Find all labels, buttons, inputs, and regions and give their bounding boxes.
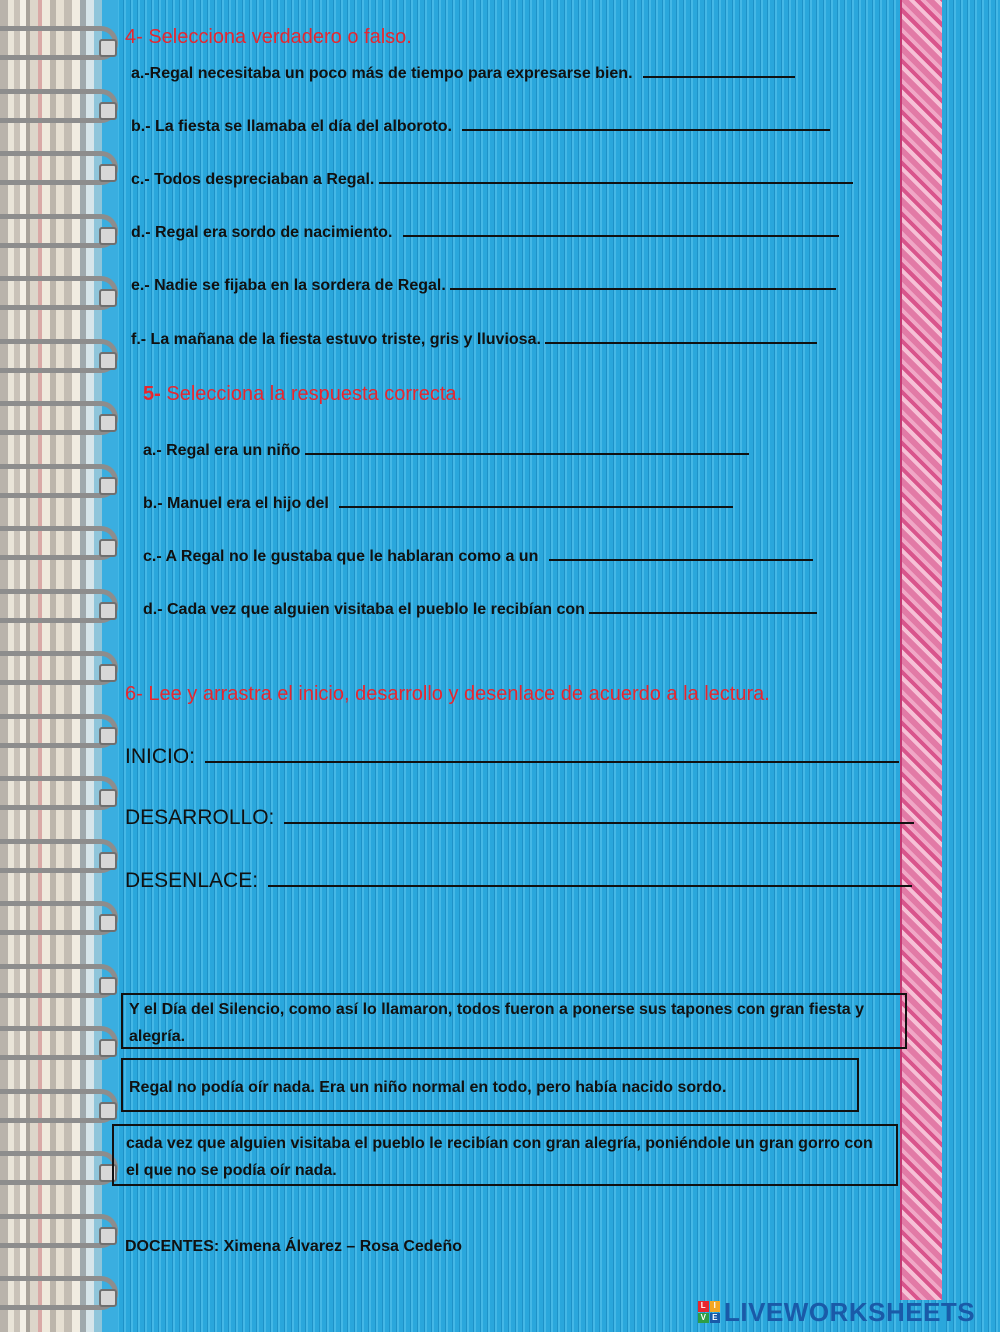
- mc-question-a-text: a.- Regal era un niño: [143, 442, 301, 459]
- mc-answer-b-select[interactable]: [339, 492, 733, 508]
- liveworksheets-brand-text: LIVEWORKSHEETS: [724, 1296, 976, 1327]
- section5-heading-number: 5-: [143, 383, 161, 405]
- section6-heading: 6- Lee y arrastra el inicio, desarrollo y desenlace de acuerdo a la lectura.: [125, 683, 770, 705]
- mc-answer-d-select[interactable]: [589, 598, 817, 614]
- drag-option-box[interactable]: [121, 1058, 859, 1112]
- spiral-ring: [0, 776, 118, 810]
- spiral-ring: [0, 26, 118, 60]
- spiral-ring: [0, 89, 118, 123]
- mc-answer-c-select[interactable]: [549, 545, 813, 561]
- inicio-row: [125, 745, 899, 769]
- tf-answer-d-blank[interactable]: [403, 221, 839, 237]
- mc-question-d-text: d.- Cada vez que alguien visitaba el pueblo le recibían con: [143, 601, 585, 618]
- notebook-pink-stripe: [900, 0, 944, 1300]
- tf-question-f-text: f.- La mañana de la fiesta estuvo triste, gris y lluviosa.: [131, 331, 541, 348]
- tf-answer-b-blank[interactable]: [462, 115, 830, 131]
- spiral-ring: [0, 901, 118, 935]
- tf-question-f: [131, 328, 817, 349]
- spiral-ring: [0, 1214, 118, 1248]
- spiral-ring: [0, 714, 118, 748]
- tf-question-c: [131, 168, 853, 189]
- tf-answer-e-blank[interactable]: [450, 274, 836, 290]
- tf-answer-a-blank[interactable]: [643, 62, 795, 78]
- tf-question-b-text: b.- La fiesta se llamaba el día del alboroto.: [131, 118, 452, 135]
- logo-letter: I: [710, 1301, 721, 1312]
- spiral-rings: [0, 0, 130, 1332]
- inicio-drop-zone[interactable]: [205, 745, 899, 763]
- tf-answer-f-blank[interactable]: [545, 328, 817, 344]
- section4-heading: 4- Selecciona verdadero o falso.: [125, 26, 412, 48]
- notebook-right-edge: [942, 0, 1000, 1332]
- tf-answer-c-blank[interactable]: [379, 168, 853, 184]
- desarrollo-row: [125, 806, 914, 830]
- tf-question-e: [131, 274, 836, 295]
- spiral-ring: [0, 464, 118, 498]
- drag-option-text: Regal no podía oír nada. Era un niño normal en todo, pero había nacido sordo.: [129, 1079, 727, 1096]
- mc-question-d: [143, 598, 817, 619]
- section5-heading-text: Selecciona la respuesta correcta.: [160, 383, 463, 405]
- drag-option-text: Y el Día del Silencio, como así lo llamaron, todos fueron a ponerse sus tapones con gran fiesta y alegría.: [129, 1001, 865, 1045]
- spiral-ring: [0, 1276, 118, 1310]
- drag-option-box[interactable]: [121, 993, 907, 1049]
- tf-question-e-text: e.- Nadie se fijaba en la sordera de Regal.: [131, 277, 446, 294]
- drag-option-box[interactable]: [112, 1124, 898, 1186]
- logo-letter: V: [698, 1313, 709, 1324]
- docentes-credit: DOCENTES: Ximena Álvarez – Rosa Cedeño: [125, 1238, 462, 1255]
- tf-question-c-text: c.- Todos despreciaban a Regal.: [131, 171, 375, 188]
- spiral-ring: [0, 839, 118, 873]
- mc-question-a: [143, 439, 749, 460]
- mc-question-c: [143, 545, 813, 566]
- spiral-ring: [0, 1089, 118, 1123]
- spiral-ring: [0, 214, 118, 248]
- desarrollo-drop-zone[interactable]: [284, 806, 914, 824]
- tf-question-b: [131, 115, 830, 136]
- spiral-ring: [0, 151, 118, 185]
- mc-question-b: [143, 492, 733, 513]
- spiral-ring: [0, 589, 118, 623]
- liveworksheets-logo: [698, 1298, 975, 1326]
- mc-question-b-text: b.- Manuel era el hijo del: [143, 495, 329, 512]
- spiral-ring: [0, 964, 118, 998]
- drag-option-text: cada vez que alguien visitaba el pueblo le recibían con gran alegría, poniéndole un gran gorro con el que no se podía oír nada.: [126, 1135, 873, 1179]
- liveworksheets-logo-icon: [698, 1301, 720, 1323]
- spiral-ring: [0, 276, 118, 310]
- spiral-ring: [0, 526, 118, 560]
- desarrollo-label: DESARROLLO:: [125, 806, 275, 829]
- inicio-label: INICIO:: [125, 745, 196, 768]
- desenlace-drop-zone[interactable]: [268, 869, 912, 887]
- spiral-ring: [0, 1151, 118, 1185]
- spiral-ring: [0, 401, 118, 435]
- section5-heading: [143, 383, 462, 406]
- tf-question-a-text: a.-Regal necesitaba un poco más de tiempo para expresarse bien.: [131, 65, 633, 82]
- spiral-ring: [0, 339, 118, 373]
- spiral-ring: [0, 651, 118, 685]
- mc-answer-a-select[interactable]: [305, 439, 749, 455]
- desenlace-label: DESENLACE:: [125, 869, 259, 892]
- tf-question-d-text: d.- Regal era sordo de nacimiento.: [131, 224, 393, 241]
- logo-letter: L: [698, 1301, 709, 1312]
- tf-question-d: [131, 221, 839, 242]
- desenlace-row: [125, 869, 912, 893]
- logo-letter: E: [710, 1313, 721, 1324]
- mc-question-c-text: c.- A Regal no le gustaba que le hablaran como a un: [143, 548, 539, 565]
- tf-question-a: [131, 62, 795, 83]
- spiral-ring: [0, 1026, 118, 1060]
